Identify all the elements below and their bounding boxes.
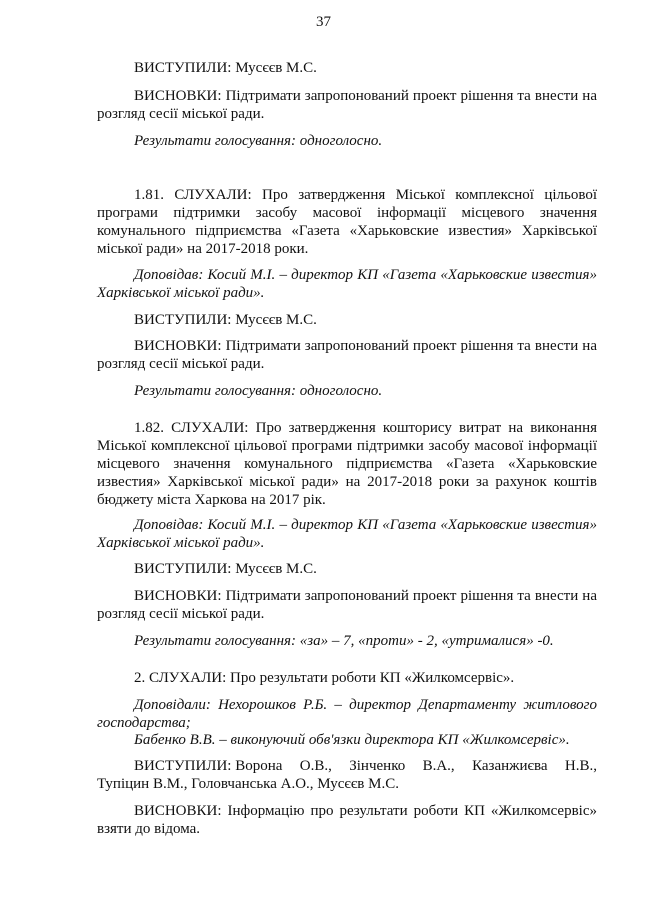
page-number: 37 — [316, 14, 331, 30]
conclusions-paragraph: ВИСНОВКИ: Підтримати запропонований проект рішення та внести на розгляд сесії міської ради. — [97, 588, 597, 622]
speaker-report: Доповідав: Косий М.І. – директор КП «Газета «Харьковские известия» Харківської міської ради». — [97, 267, 597, 301]
speakers-block — [97, 757, 597, 793]
speakers-part: Зінченко — [349, 758, 406, 774]
speaker-report: Доповідав: Косий М.І. – директор КП «Газета «Харьковские известия» Харківської міської ради». — [97, 517, 597, 551]
speakers-part: В.А., — [422, 758, 455, 774]
speakers-part: О.В., — [299, 758, 332, 774]
conclusions-paragraph: ВИСНОВКИ: Інформацію про результати роботи КП «Жилкомсервіс» взяти до відома. — [97, 803, 597, 837]
conclusions-paragraph: ВИСНОВКИ: Підтримати запропонований проект рішення та внести на розгляд сесії міської ради. — [97, 338, 597, 372]
agenda-item-2: 2. СЛУХАЛИ: Про результати роботи КП «Жилкомсервіс». — [134, 670, 515, 686]
voting-results: Результати голосування: одноголосно. — [134, 133, 383, 149]
speakers-row-1 — [97, 757, 597, 775]
speakers-part: Н.В., — [564, 758, 597, 774]
conclusions-paragraph: ВИСНОВКИ: Підтримати запропонований проект рішення та внести на розгляд сесії міської ради. — [97, 88, 597, 122]
speakers-part: Казанжиєва — [472, 758, 548, 774]
speakers-row-2: Тупіцин В.М., Головчанська А.О., Мусєєв М.С. — [97, 776, 399, 792]
speakers-line: ВИСТУПИЛИ: Мусєєв М.С. — [134, 312, 317, 328]
agenda-item-1-81: 1.81. СЛУХАЛИ: Про затвердження Міської комплексної цільової програми підтримки засобу масової інформації місцевого значення комунального підприємства «Газета «Харьковские известия» Харківської міської ради» на 2017-2018 роки. — [97, 187, 597, 257]
agenda-item-1-82: 1.82. СЛУХАЛИ: Про затвердження кошторису витрат на виконання Міської комплексної цільової програми підтримки засобу масової інформації місцевого значення комунального підприємства «Газета «Харьковские известия» Харківської міської ради» на 2017-2018 роки за рахунок коштів бюджету міста Харкова на 2017 рік. — [97, 420, 597, 508]
speaker-report-2: Бабенко В.В. – виконуючий обв'язки директора КП «Жилкомсервіс». — [134, 732, 570, 748]
voting-results: Результати голосування: «за» – 7, «проти» - 2, «утрималися» -0. — [134, 633, 554, 649]
voting-results: Результати голосування: одноголосно. — [134, 383, 383, 399]
speakers-line: ВИСТУПИЛИ: Мусєєв М.С. — [134, 60, 317, 76]
speaker-report: Доповідали: Нехорошков Р.Б. – директор Департаменту житлового господарства; — [97, 697, 597, 731]
speakers-line: ВИСТУПИЛИ: Мусєєв М.С. — [134, 561, 317, 577]
speakers-part: ВИСТУПИЛИ: Ворона — [134, 758, 283, 774]
